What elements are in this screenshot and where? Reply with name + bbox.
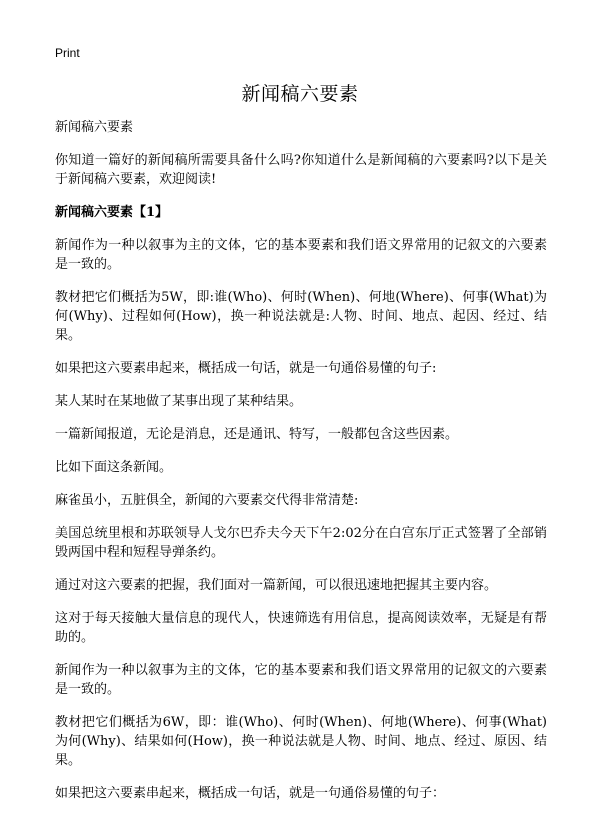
- body-paragraph: 教材把它们概括为5W，即:谁(Who)、何时(When)、何地(Where)、何事(What)为何(Why)、过程如何(How)，换一种说法就是:人物、时间、地点、起因、经过、结果。: [55, 290, 547, 343]
- article-body: [55, 118, 547, 817]
- body-paragraph: 这对于每天接触大量信息的现代人，快速筛选有用信息，提高阅读效率，无疑是有帮助的。: [55, 611, 547, 645]
- intro-paragraph: 你知道一篇好的新闻稿所需要具备什么吗?你知道什么是新闻稿的六要素吗?以下是关于新闻稿六要素，欢迎阅读!: [55, 153, 547, 187]
- body-paragraph: 比如下面这条新闻。: [55, 460, 173, 475]
- section-heading: 新闻稿六要素【1】: [55, 205, 169, 220]
- print-link[interactable]: Print: [55, 46, 80, 60]
- body-paragraph: 教材把它们概括为6W，即：谁(Who)、何时(When)、何地(Where)、何事(What)为何(Why)、结果如何(How)，换一种说法就是人物、时间、地点、经过、原因、结果。: [55, 715, 547, 768]
- page-title: 新闻稿六要素: [241, 83, 359, 105]
- body-paragraph: 某人某时在某地做了某事出现了某种结果。: [55, 394, 303, 409]
- body-paragraph: 如果把这六要素串起来，概括成一句话，就是一句通俗易懂的句子:: [55, 361, 437, 376]
- body-paragraph: 新闻作为一种以叙事为主的文体，它的基本要素和我们语文界常用的记叙文的六要素是一致的。: [55, 663, 547, 697]
- body-paragraph: 如果把这六要素串起来，概括成一句话，就是一句通俗易懂的句子：: [55, 786, 446, 801]
- article-subtitle: 新闻稿六要素: [55, 120, 134, 135]
- body-paragraph: 一篇新闻报道，无论是消息，还是通讯、特写，一般都包含这些因素。: [55, 427, 459, 442]
- body-paragraph: 通过对这六要素的把握，我们面对一篇新闻，可以很迅速地把握其主要内容。: [55, 578, 498, 593]
- body-paragraph: 麻雀虽小，五脏俱全，新闻的六要素交代得非常清楚:: [55, 493, 359, 508]
- body-paragraph: 美国总统里根和苏联领导人戈尔巴乔夫今天下午2:02分在白宫东厅正式签署了全部销毁两国中程和短程导弹条约。: [55, 526, 547, 560]
- body-paragraph: 新闻作为一种以叙事为主的文体，它的基本要素和我们语文界常用的记叙文的六要素是一致的。: [55, 238, 547, 272]
